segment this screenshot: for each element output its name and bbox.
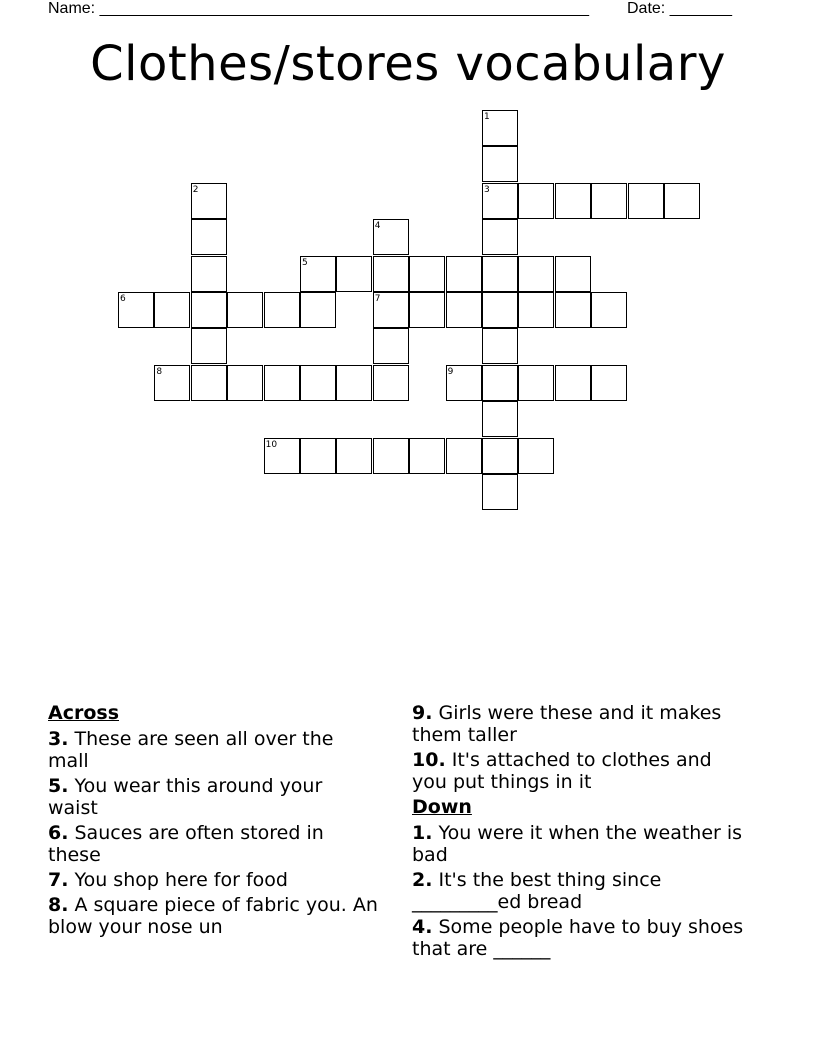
crossword-cell[interactable]	[482, 365, 518, 401]
clue-number-label: 9	[447, 366, 454, 377]
clue-number-label: 5	[302, 257, 308, 268]
crossword-cell[interactable]	[336, 438, 372, 474]
across-clue-3	[48, 728, 378, 772]
crossword-cell[interactable]	[336, 256, 372, 292]
across-clue-10	[412, 749, 752, 793]
crossword-cell[interactable]	[373, 256, 409, 292]
name-field-label: Name: _______________________________________________________	[48, 0, 589, 17]
down-clue-2	[412, 869, 752, 913]
crossword-cell[interactable]	[409, 292, 445, 328]
crossword-cell[interactable]	[482, 219, 518, 255]
clue-text: Girls were these and it makes them taller	[412, 702, 722, 746]
clue-number: 3.	[48, 728, 69, 750]
across-heading: Across	[48, 702, 120, 724]
down-clue-4	[412, 916, 752, 960]
clue-number: 2.	[412, 869, 433, 891]
down-heading: Down	[412, 796, 472, 818]
crossword-cell[interactable]	[518, 292, 554, 328]
crossword-cell[interactable]	[482, 474, 518, 510]
clue-text: These are seen all over the mall	[48, 728, 334, 772]
crossword-cell[interactable]	[300, 365, 336, 401]
crossword-cell[interactable]	[591, 365, 627, 401]
crossword-cell[interactable]	[628, 183, 664, 219]
crossword-cell[interactable]	[373, 365, 409, 401]
clue-text: A square piece of fabric you. An blow your nose un	[48, 894, 378, 938]
clue-number-label: 4	[374, 221, 381, 232]
clue-text: It's attached to clothes and you put things in it	[412, 749, 712, 793]
crossword-cell[interactable]	[518, 256, 554, 292]
crossword-cell[interactable]	[555, 183, 591, 219]
crossword-cell[interactable]	[591, 292, 627, 328]
across-clue-8	[48, 894, 378, 938]
clue-number: 8.	[48, 894, 69, 916]
crossword-cell[interactable]	[336, 365, 372, 401]
crossword-cell[interactable]	[264, 292, 300, 328]
clues-left-column	[48, 702, 378, 941]
crossword-cell[interactable]	[300, 292, 336, 328]
crossword-cell[interactable]	[191, 365, 227, 401]
crossword-cell[interactable]	[227, 365, 263, 401]
clue-number: 9.	[412, 702, 433, 724]
crossword-cell[interactable]	[191, 219, 227, 255]
clue-number: 10.	[412, 749, 446, 771]
clue-number-label: 10	[265, 439, 278, 450]
clue-text: Some people have to buy shoes that are ______	[412, 916, 744, 960]
across-clue-6	[48, 822, 378, 866]
crossword-cell[interactable]	[518, 183, 554, 219]
crossword-cell[interactable]	[264, 365, 300, 401]
crossword-cell[interactable]	[409, 438, 445, 474]
crossword-cell[interactable]	[191, 328, 227, 364]
clue-text: You were it when the weather is bad	[412, 822, 743, 866]
clue-number-label: 8	[156, 366, 163, 377]
clue-number-label: 2	[192, 184, 199, 195]
crossword-cell[interactable]	[482, 438, 518, 474]
crossword-cell[interactable]	[482, 328, 518, 364]
crossword-cell[interactable]	[482, 401, 518, 437]
page-title: Clothes/stores vocabulary	[90, 36, 726, 92]
across-clue-9	[412, 702, 752, 746]
date-field-label: Date: _______	[627, 0, 732, 17]
clue-text: You wear this around your waist	[48, 775, 323, 819]
clues-right-column	[412, 702, 752, 963]
crossword-cell[interactable]	[555, 365, 591, 401]
clue-number: 4.	[412, 916, 433, 938]
clue-number-label: 3	[484, 184, 490, 195]
crossword-cell[interactable]	[555, 292, 591, 328]
clue-text: Sauces are often stored in these	[48, 822, 324, 866]
clue-number-label: 6	[120, 294, 126, 304]
clue-number: 6.	[48, 822, 69, 844]
clue-number: 7.	[48, 869, 69, 891]
clue-text: It's the best thing since _________ed bread	[412, 869, 662, 913]
crossword-cell[interactable]	[300, 438, 336, 474]
crossword-cell[interactable]	[591, 183, 627, 219]
crossword-cell[interactable]	[446, 292, 482, 328]
crossword-cell[interactable]	[154, 292, 190, 328]
across-clue-5	[48, 775, 378, 819]
crossword-cell[interactable]	[191, 292, 227, 328]
crossword-cell[interactable]	[446, 256, 482, 292]
crossword-cell[interactable]	[409, 256, 445, 292]
crossword-cell[interactable]	[482, 146, 518, 182]
clue-text: You shop here for food	[74, 869, 288, 891]
crossword-cell[interactable]	[373, 438, 409, 474]
crossword-cell[interactable]	[191, 256, 227, 292]
crossword-cell[interactable]	[446, 438, 482, 474]
crossword-cell[interactable]	[518, 438, 554, 474]
across-clue-7	[48, 869, 378, 891]
crossword-cell[interactable]	[373, 328, 409, 364]
crossword-cell[interactable]	[664, 183, 700, 219]
clue-number-label: 7	[374, 294, 381, 304]
crossword-cell[interactable]	[555, 256, 591, 292]
clue-number-label: 1	[484, 112, 490, 122]
down-clue-1	[412, 822, 752, 866]
clue-number: 5.	[48, 775, 69, 797]
crossword-cell[interactable]	[227, 292, 263, 328]
crossword-cell[interactable]	[518, 365, 554, 401]
crossword-cell[interactable]	[482, 292, 518, 328]
crossword-cell[interactable]	[482, 256, 518, 292]
clue-number: 1.	[412, 822, 433, 844]
